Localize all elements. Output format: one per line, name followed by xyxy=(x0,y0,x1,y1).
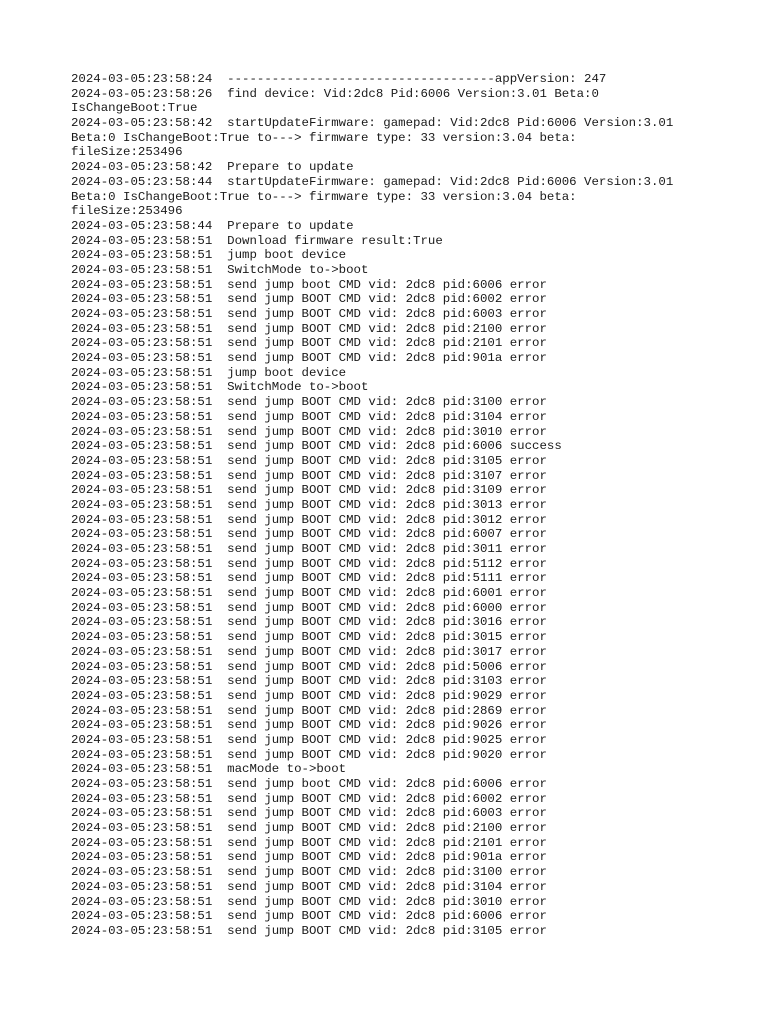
log-line: 2024-03-05:23:58:51 send jump BOOT CMD vid: 2dc8 pid:2101 error xyxy=(71,336,547,351)
log-line: 2024-03-05:23:58:51 send jump BOOT CMD vid: 2dc8 pid:2101 error xyxy=(71,835,547,850)
log-line: 2024-03-05:23:58:51 send jump BOOT CMD vid: 2dc8 pid:901a error xyxy=(71,850,547,865)
log-line: 2024-03-05:23:58:51 send jump BOOT CMD vid: 2dc8 pid:3100 error xyxy=(71,865,547,880)
log-line: 2024-03-05:23:58:24 ------------------------------------appVersion: 247 xyxy=(71,72,607,86)
log-line: 2024-03-05:23:58:42 Prepare to update xyxy=(71,160,354,175)
log-line: 2024-03-05:23:58:51 send jump BOOT CMD vid: 2dc8 pid:3109 error xyxy=(71,483,547,498)
log-line: 2024-03-05:23:58:51 jump boot device xyxy=(71,248,347,263)
log-line: 2024-03-05:23:58:51 send jump BOOT CMD vid: 2dc8 pid:3010 error xyxy=(71,894,547,909)
log-line: 2024-03-05:23:58:51 Download firmware result:True xyxy=(71,233,443,248)
log-line: 2024-03-05:23:58:44 Prepare to update xyxy=(71,218,354,233)
log-line: 2024-03-05:23:58:51 send jump boot CMD vid: 2dc8 pid:6006 error xyxy=(71,777,547,791)
log-line: 2024-03-05:23:58:51 send jump BOOT CMD vid: 2dc8 pid:6003 error xyxy=(71,806,547,821)
log-line: 2024-03-05:23:58:51 send jump BOOT CMD vid: 2dc8 pid:3104 error xyxy=(71,879,547,894)
log-line: 2024-03-05:23:58:51 send jump BOOT CMD vid: 2dc8 pid:3104 error xyxy=(71,409,547,424)
log-line: 2024-03-05:23:58:51 macMode to->boot xyxy=(71,762,347,777)
log-line: 2024-03-05:23:58:51 send jump BOOT CMD vid: 2dc8 pid:3105 error xyxy=(71,923,547,938)
log-line: 2024-03-05:23:58:51 send jump BOOT CMD vid: 2dc8 pid:6006 error xyxy=(71,909,547,924)
log-line: 2024-03-05:23:58:51 send jump BOOT CMD vid: 2dc8 pid:6002 error xyxy=(71,292,547,307)
log-line: 2024-03-05:23:58:51 send jump BOOT CMD vid: 2dc8 pid:901a error xyxy=(71,351,547,366)
log-line: 2024-03-05:23:58:51 send jump BOOT CMD vid: 2dc8 pid:9029 error xyxy=(71,688,547,703)
log-line: 2024-03-05:23:58:51 send jump BOOT CMD vid: 2dc8 pid:3011 error xyxy=(71,542,547,556)
log-line: 2024-03-05:23:58:51 send jump BOOT CMD vid: 2dc8 pid:2100 error xyxy=(71,821,547,836)
log-line: 2024-03-05:23:58:51 send jump BOOT CMD vid: 2dc8 pid:2100 error xyxy=(71,321,547,336)
log-line: 2024-03-05:23:58:51 send jump BOOT CMD vid: 2dc8 pid:6003 error xyxy=(71,307,547,321)
log-line: 2024-03-05:23:58:51 send jump BOOT CMD vid: 2dc8 pid:3016 error xyxy=(71,615,547,630)
log-line: 2024-03-05:23:58:51 send jump BOOT CMD vid: 2dc8 pid:3015 error xyxy=(71,630,547,645)
log-line: 2024-03-05:23:58:51 send jump BOOT CMD vid: 2dc8 pid:3013 error xyxy=(71,497,547,512)
log-line: 2024-03-05:23:58:51 SwitchMode to->boot xyxy=(71,262,369,277)
log-line: 2024-03-05:23:58:51 send jump BOOT CMD vid: 2dc8 pid:6000 error xyxy=(71,600,547,615)
log-line: 2024-03-05:23:58:51 send jump BOOT CMD vid: 2dc8 pid:6007 error xyxy=(71,527,547,542)
log-line: 2024-03-05:23:58:44 startUpdateFirmware: gamepad: Vid:2dc8 Pid:6006 Version:3.01 Beta:0 IsChangeBoot:True to---> firmware type: 33 version:3.04 beta: fileSize:253496 xyxy=(71,174,674,219)
log-line: 2024-03-05:23:58:51 send jump BOOT CMD vid: 2dc8 pid:5111 error xyxy=(71,571,547,586)
log-line: 2024-03-05:23:58:51 send jump BOOT CMD vid: 2dc8 pid:9020 error xyxy=(71,747,547,762)
log-line: 2024-03-05:23:58:51 send jump BOOT CMD vid: 2dc8 pid:3012 error xyxy=(71,512,547,527)
log-line: 2024-03-05:23:58:51 send jump BOOT CMD vid: 2dc8 pid:3103 error xyxy=(71,674,547,689)
log-text xyxy=(71,72,711,939)
log-line: 2024-03-05:23:58:51 SwitchMode to->boot xyxy=(71,380,369,395)
log-line: 2024-03-05:23:58:51 send jump BOOT CMD vid: 2dc8 pid:3010 error xyxy=(71,424,547,439)
log-line: 2024-03-05:23:58:51 send jump boot CMD vid: 2dc8 pid:6006 error xyxy=(71,277,547,292)
log-line: 2024-03-05:23:58:51 send jump BOOT CMD vid: 2dc8 pid:3100 error xyxy=(71,395,547,410)
log-line: 2024-03-05:23:58:51 send jump BOOT CMD vid: 2dc8 pid:3105 error xyxy=(71,453,547,468)
log-line: 2024-03-05:23:58:51 send jump BOOT CMD vid: 2dc8 pid:3017 error xyxy=(71,644,547,659)
log-line: 2024-03-05:23:58:51 send jump BOOT CMD vid: 2dc8 pid:6002 error xyxy=(71,791,547,806)
log-line: 2024-03-05:23:58:51 send jump BOOT CMD vid: 2dc8 pid:2869 error xyxy=(71,703,547,718)
log-line: 2024-03-05:23:58:51 send jump BOOT CMD vid: 2dc8 pid:6006 success xyxy=(71,439,562,454)
log-line: 2024-03-05:23:58:42 startUpdateFirmware: gamepad: Vid:2dc8 Pid:6006 Version:3.01 Beta:0 IsChangeBoot:True to---> firmware type: 33 version:3.04 beta: fileSize:253496 xyxy=(71,116,674,160)
log-line: 2024-03-05:23:58:51 send jump BOOT CMD vid: 2dc8 pid:5006 error xyxy=(71,659,547,674)
log-line: 2024-03-05:23:58:51 send jump BOOT CMD vid: 2dc8 pid:3107 error xyxy=(71,468,547,483)
log-line: 2024-03-05:23:58:51 jump boot device xyxy=(71,365,347,380)
log-line: 2024-03-05:23:58:51 send jump BOOT CMD vid: 2dc8 pid:9026 error xyxy=(71,718,547,733)
log-line: 2024-03-05:23:58:26 find device: Vid:2dc8 Pid:6006 Version:3.01 Beta:0 IsChangeBoot:True xyxy=(71,86,599,116)
log-line: 2024-03-05:23:58:51 send jump BOOT CMD vid: 2dc8 pid:9025 error xyxy=(71,732,547,747)
log-line: 2024-03-05:23:58:51 send jump BOOT CMD vid: 2dc8 pid:6001 error xyxy=(71,586,547,601)
log-line: 2024-03-05:23:58:51 send jump BOOT CMD vid: 2dc8 pid:5112 error xyxy=(71,556,547,571)
